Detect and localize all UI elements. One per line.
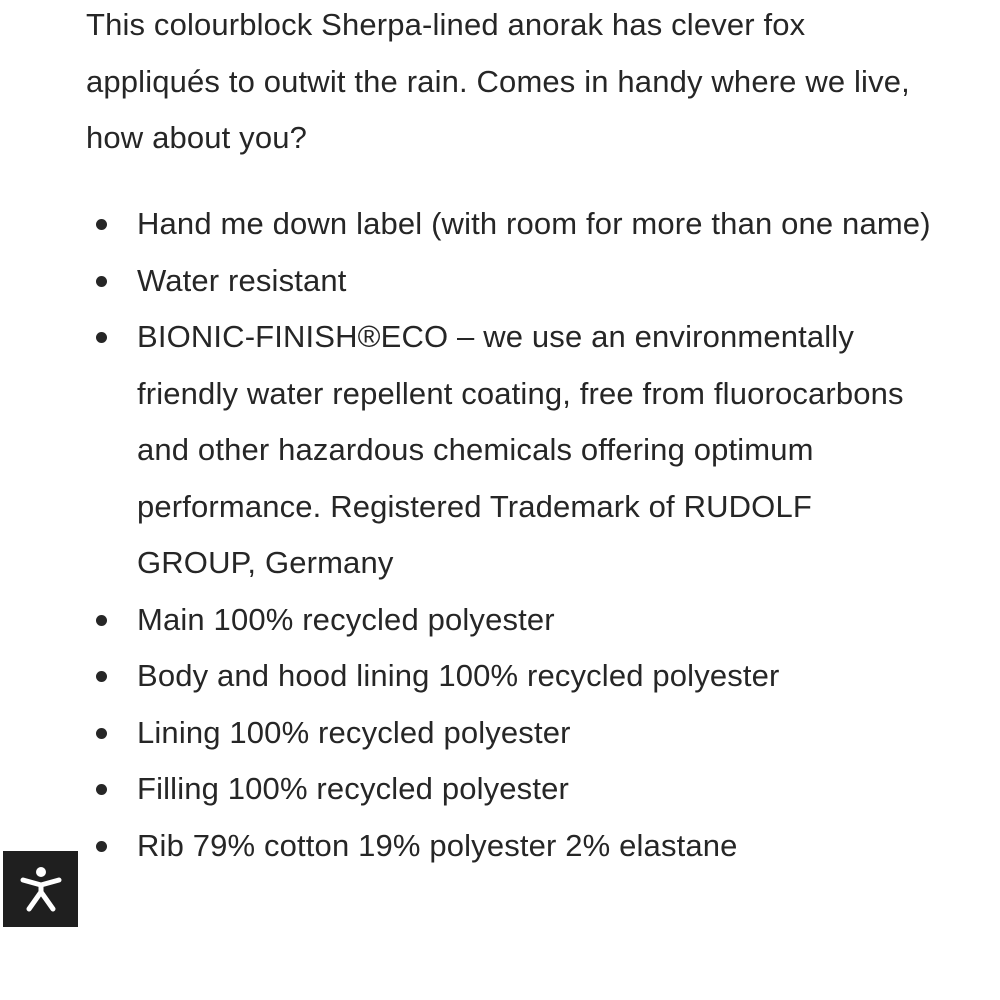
list-item: Rib 79% cotton 19% polyester 2% elastane: [137, 818, 937, 875]
list-item: Hand me down label (with room for more than one name): [137, 196, 937, 253]
list-item: Water resistant: [137, 253, 937, 310]
accessibility-button[interactable]: [3, 851, 78, 927]
product-description: This colourblock Sherpa-lined anorak has clever fox appliqués to outwit the rain. Comes in handy where we live, how about you?: [86, 7, 910, 155]
list-item: Main 100% recycled polyester: [137, 592, 937, 649]
product-features-list: [137, 196, 937, 874]
list-item: Filling 100% recycled polyester: [137, 761, 937, 818]
accessibility-person-icon: [20, 866, 62, 912]
list-item: BIONIC-FINISH®ECO – we use an environmentally friendly water repellent coating, free from fluorocarbons and other hazardous chemicals offering optimum performance. Registered Trademark of RUDOLF GROUP, Germany: [137, 309, 937, 592]
list-item: Lining 100% recycled polyester: [137, 705, 937, 762]
list-item: Body and hood lining 100% recycled polyester: [137, 648, 937, 705]
